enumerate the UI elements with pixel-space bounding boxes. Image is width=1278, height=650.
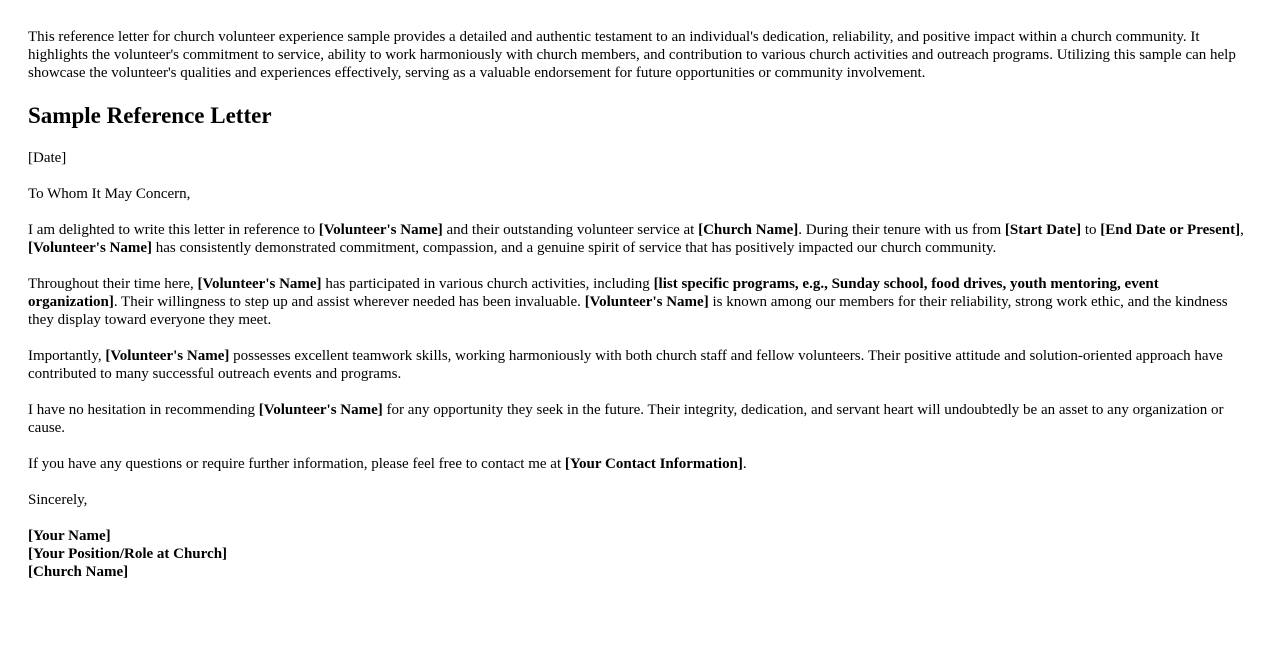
text-span: and their outstanding volunteer service at — [442, 222, 699, 238]
text-span: , — [1240, 222, 1244, 238]
letter-paragraph-3 — [28, 347, 1250, 383]
text-span: to — [1081, 222, 1101, 238]
intro-paragraph: This reference letter for church volunteer experience sample provides a detailed and authentic testament to an individual's dedication, reliability, and positive impact within a church community. It highlights the volunteer's commitment to service, ability to work harmoniously with church members, and contribution to various church activities and outreach programs. Utilizing this sample can help showcase the volunteer's qualities and experiences effectively, serving as a valuable endorsement for future opportunities or community involvement. — [28, 29, 1236, 81]
letter-closing: Sincerely, — [28, 492, 88, 508]
letter-date: [Date] — [28, 150, 67, 166]
text-span: . Their willingness to step up and assist wherever needed has been invaluable. — [113, 294, 585, 310]
letter-salutation: To Whom It May Concern, — [28, 186, 191, 202]
text-span: has consistently demonstrated commitment, compassion, and a genuine spirit of service that has positively impacted our church community. — [152, 240, 997, 256]
text-span: Throughout their time here, — [28, 276, 198, 292]
placeholder-volunteer-name: [Volunteer's Name] — [105, 348, 230, 364]
placeholder-start-date: [Start Date] — [1004, 222, 1082, 238]
text-span: for any opportunity they seek in the future. Their integrity, dedication, and servant heart will undoubtedly be an asset to any organization or cause. — [28, 402, 1224, 436]
text-span: Importantly, — [28, 348, 106, 364]
placeholder-volunteer-name: [Volunteer's Name] — [318, 222, 443, 238]
placeholder-programs: [list specific programs, e.g., Sunday school, food drives, youth mentoring, event organization] — [28, 276, 1159, 310]
text-span: I have no hesitation in recommending — [28, 402, 259, 418]
signature-position: [Your Position/Role at Church] — [28, 546, 228, 562]
placeholder-church-name: [Church Name] — [698, 222, 799, 238]
text-span: is known among our members for their reliability, strong work ethic, and the kindness they display toward everyone they meet. — [28, 294, 1228, 328]
placeholder-volunteer-name: [Volunteer's Name] — [197, 276, 322, 292]
signature-block — [28, 527, 1250, 581]
text-span: . — [742, 456, 747, 472]
page-title: Sample Reference Letter — [28, 103, 272, 128]
placeholder-contact-info: [Your Contact Information] — [564, 456, 743, 472]
placeholder-volunteer-name: [Volunteer's Name] — [584, 294, 709, 310]
text-span: has participated in various church activities, including — [321, 276, 654, 292]
placeholder-volunteer-name: [Volunteer's Name] — [258, 402, 383, 418]
text-span: . During their tenure with us from — [798, 222, 1005, 238]
letter-paragraph-4 — [28, 401, 1250, 437]
signature-church: [Church Name] — [28, 564, 129, 580]
letter-paragraph-1 — [28, 221, 1250, 257]
text-span: If you have any questions or require further information, please feel free to contact me at — [28, 456, 565, 472]
signature-name: [Your Name] — [28, 528, 111, 544]
letter-paragraph-5 — [28, 455, 1250, 473]
placeholder-end-date: [End Date or Present] — [1100, 222, 1241, 238]
placeholder-volunteer-name: [Volunteer's Name] — [28, 240, 153, 256]
letter-paragraph-2 — [28, 275, 1250, 329]
text-span: possesses excellent teamwork skills, working harmoniously with both church staff and fellow volunteers. Their positive attitude and solution-oriented approach have contributed to many successful outreach events and programs. — [28, 348, 1223, 382]
text-span: I am delighted to write this letter in reference to — [28, 222, 319, 238]
